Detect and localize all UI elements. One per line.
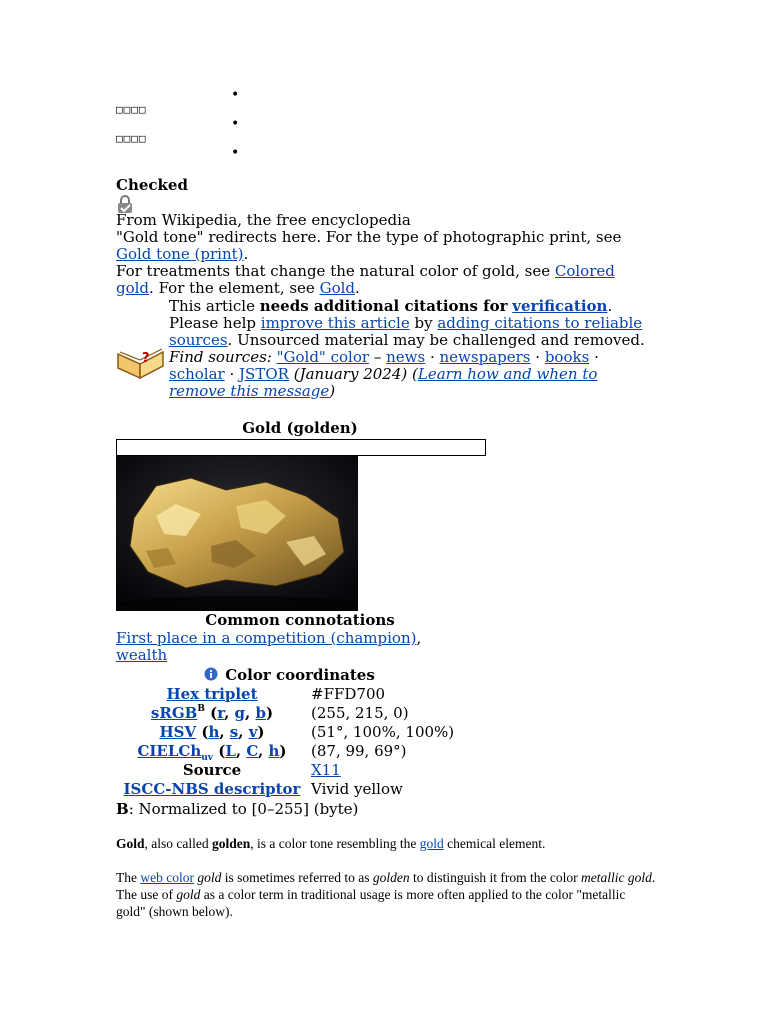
books-link[interactable]: books (544, 348, 590, 366)
v-link[interactable]: v (248, 723, 258, 741)
hue-link[interactable]: h (268, 742, 280, 760)
list-bullet: • (231, 116, 240, 132)
scholar-link[interactable]: scholar (169, 365, 225, 383)
missing-glyph-label: □□□□ (116, 132, 147, 145)
hsv-row: HSV (h, s, v) (51°, 100%, 100%) (159, 723, 455, 741)
citation-message: This article needs additional citations for verification. Please help improve this article by adding citations to reliable sources. Unsourced material may be challenged and removed. Find sources: "Gold" color – news · newspapers · books · scholar · JSTOR (January 2024) (Learn how and when to remove this message) (169, 297, 645, 400)
gold-tone-print-link[interactable]: Gold tone (print) (116, 245, 244, 263)
web-color-paragraph: The web color gold is sometimes referred to as golden to distinguish it from the color metallic gold. The use of gold as a color term in traditional usage is more often applied to the color "metallic gold" (shown below). (116, 870, 656, 919)
newspapers-link[interactable]: newspapers (439, 348, 531, 366)
x11-link[interactable]: X11 (311, 761, 341, 779)
verification-link[interactable]: verification (512, 297, 608, 315)
hex-triplet-link[interactable]: Hex triplet (166, 685, 258, 703)
hsv-link[interactable]: HSV (159, 723, 197, 741)
color-swatch (116, 439, 486, 456)
srgb-row: sRGB$^B$ (r, g, b) (255, 215, 0) (150, 704, 409, 722)
hex-value: #FFD700 (311, 685, 386, 703)
hex-row (116, 685, 516, 704)
source-row (116, 761, 516, 780)
s-link[interactable]: s (229, 723, 239, 741)
jstor-link[interactable]: JSTOR (239, 365, 289, 383)
c-link[interactable]: C (246, 742, 259, 760)
srgb-link[interactable]: sRGB (150, 704, 198, 722)
iscc-row (116, 780, 516, 799)
gold-nugget-photo (116, 456, 358, 611)
r-link[interactable]: r (217, 704, 225, 722)
learn-remove-message-link[interactable]: Learn how and when to remove this message (169, 365, 598, 400)
news-link[interactable]: news (386, 348, 426, 366)
connotations-title: Common connotations (205, 611, 395, 629)
web-color-link[interactable]: web color (140, 870, 194, 885)
wealth-link[interactable]: wealth (116, 646, 168, 664)
color-coordinates-title: Color coordinates (225, 666, 375, 684)
colored-gold-link[interactable]: Colored gold (116, 262, 615, 297)
svg-text:?: ? (142, 351, 150, 366)
connotations-list: First place in a competition (champion), wealth (116, 629, 422, 664)
missing-glyph-label: □□□□ (116, 103, 147, 116)
gold-chemical-link[interactable]: gold (419, 836, 444, 851)
checked-status: Checked (116, 176, 188, 194)
improve-article-link[interactable]: improve this article (260, 314, 410, 332)
hatnote-colored-gold: For treatments that change the natural color of gold, see Colored gold. For the element, see Gold. (116, 262, 615, 297)
b-link[interactable]: b (255, 704, 266, 722)
normalization-note: B: Normalized to [0–255] (byte) (116, 800, 359, 818)
hsv-value: (51°, 100%, 100%) (311, 723, 455, 741)
lead-paragraph: Gold, also called golden, is a color tone resembling the gold chemical element. (116, 836, 546, 851)
iscc-nbs-link[interactable]: ISCC-NBS descriptor (123, 780, 301, 798)
list-bullet: • (231, 87, 240, 103)
source-label: Source (182, 761, 242, 779)
iscc-value: Vivid yellow (311, 780, 403, 798)
hatnote-gold-tone: "Gold tone" redirects here. For the type of photographic print, see Gold tone (print). (116, 228, 622, 263)
cielch-row: CIELCh$_{uv}$ (L, C, h) (87, 99, 69°) (137, 742, 407, 763)
book-question-icon (116, 340, 166, 380)
cielch-value: (87, 99, 69°) (311, 742, 407, 760)
h-link[interactable]: h (208, 723, 220, 741)
list-bullet: • (231, 145, 240, 161)
l-link[interactable]: L (225, 742, 236, 760)
champion-link[interactable]: First place in a competition (champion) (116, 629, 417, 647)
find-sources-query-link[interactable]: "Gold" color (276, 348, 370, 366)
cielch-link[interactable]: CIELCh$_{uv}$ (137, 742, 214, 763)
gold-element-link[interactable]: Gold (319, 279, 356, 297)
site-tagline: From Wikipedia, the free encyclopedia (116, 211, 411, 229)
g-link[interactable]: g (234, 704, 246, 722)
adding-citations-link[interactable]: adding citations to reliable sources (169, 314, 643, 349)
srgb-value: (255, 215, 0) (311, 704, 409, 722)
infobox-title: Gold (golden) (242, 419, 358, 437)
